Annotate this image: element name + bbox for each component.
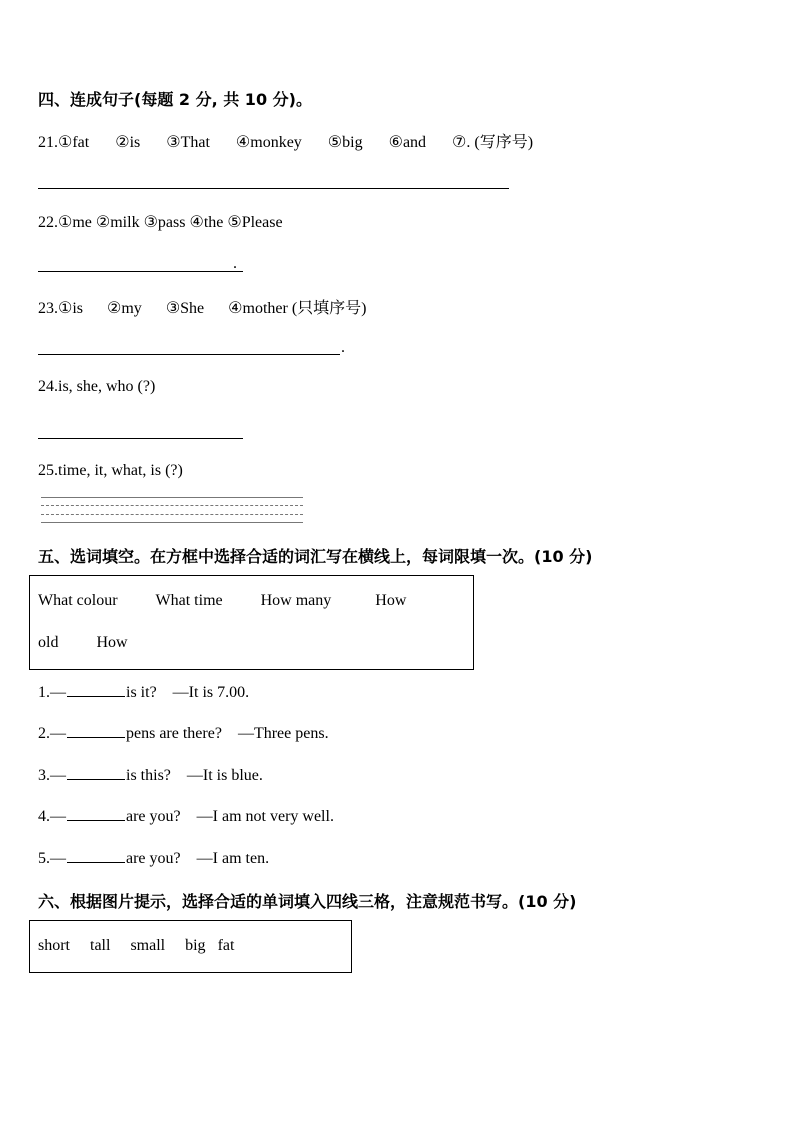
- grid-line-2: [41, 505, 303, 506]
- q21-word-1: ①fat: [58, 134, 90, 151]
- q24-answer-line[interactable]: [38, 438, 243, 439]
- section5-heading: 五、选词填空。在方框中选择合适的词汇写在横线上，每词限填一次。(10 分): [38, 547, 593, 566]
- q23-number: 23.: [38, 300, 58, 317]
- q21-word-6: ⑥and: [388, 134, 427, 151]
- q23-word-4: ④mother (只填序号): [228, 300, 367, 317]
- fill-item-1: 1.— is it? —It is 7.00.: [38, 684, 250, 701]
- word-how-2: How: [96, 634, 128, 651]
- q21-word-2: ②is: [115, 134, 141, 151]
- word-how-many: How many: [260, 592, 332, 609]
- word-small: small: [130, 937, 166, 954]
- word-box: [29, 575, 474, 670]
- q21-answer-line[interactable]: [38, 188, 509, 189]
- fill-item-5: 5.— are you? —I am ten.: [38, 850, 270, 867]
- q22-period: .: [233, 255, 237, 272]
- word-big: big: [185, 937, 206, 954]
- word-what-time: What time: [155, 592, 223, 609]
- grid-line-4: [41, 522, 303, 523]
- q23-word-1: ①is: [58, 300, 84, 317]
- q21-word-5: ⑤big: [327, 134, 363, 151]
- word-what-colour: What colour: [38, 592, 118, 609]
- q23-word-3: ③She: [165, 300, 205, 317]
- q21-word-7: ⑦. (写序号): [452, 134, 534, 151]
- fill-blank-5[interactable]: [67, 848, 125, 863]
- fill-item-2: 2.— pens are there? —Three pens.: [38, 725, 329, 742]
- word-box-row-2: [38, 634, 128, 652]
- word-how: How: [375, 592, 407, 609]
- question-23: [38, 295, 366, 318]
- question-24: 24.is, she, who (?): [38, 378, 156, 395]
- q23-answer-line[interactable]: [38, 354, 340, 355]
- fill-blank-4[interactable]: [67, 806, 125, 821]
- word-old: old: [38, 634, 59, 651]
- question-25: 25.time, it, what, is (?): [38, 462, 183, 479]
- fill-item-3: 3.— is this? —It is blue.: [38, 767, 263, 784]
- q23-period: .: [341, 339, 345, 356]
- grid-line-1: [41, 497, 303, 498]
- question-22: 22.①me ②milk ③pass ④the ⑤Please: [38, 214, 283, 231]
- fill-blank-2[interactable]: [67, 723, 125, 738]
- q23-word-2: ②my: [107, 300, 142, 317]
- grid-line-3: [41, 514, 303, 515]
- q21-word-4: ④monkey: [235, 134, 302, 151]
- word-fat: fat: [217, 937, 235, 954]
- section6-heading: 六、根据图片提示，选择合适的单词填入四线三格，注意规范书写。(10 分): [38, 892, 577, 911]
- q21-number: 21.: [38, 134, 58, 151]
- question-21: [38, 129, 533, 152]
- q22-answer-line[interactable]: [38, 271, 243, 272]
- fill-item-4: 4.— are you? —I am not very well.: [38, 808, 334, 825]
- word-tall: tall: [90, 937, 111, 954]
- q21-word-3: ③That: [166, 134, 210, 151]
- fill-blank-1[interactable]: [67, 682, 125, 697]
- word-box-2-row: [38, 937, 234, 955]
- section4-heading: 四、连成句子(每题 2 分, 共 10 分)。: [38, 90, 312, 109]
- word-box-row-1: [38, 592, 406, 610]
- fill-blank-3[interactable]: [67, 765, 125, 780]
- word-short: short: [38, 937, 70, 954]
